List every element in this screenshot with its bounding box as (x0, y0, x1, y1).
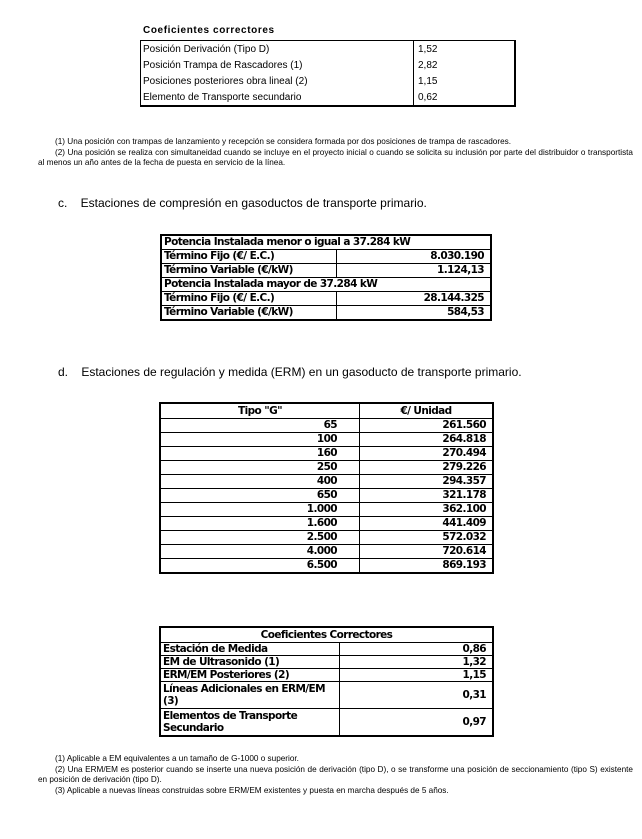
row-value: 0,86 (340, 643, 494, 656)
row-label: Posición Trampa de Rascadores (1) (141, 57, 414, 73)
table-row (160, 559, 493, 574)
type-cell: 1.600 (160, 517, 360, 531)
footnotes-1 (38, 137, 633, 169)
table-title: Coeficientes Correctores (260, 629, 393, 641)
table-row (161, 250, 491, 264)
compression-stations-table (160, 234, 492, 321)
row-value: 1,32 (340, 656, 494, 669)
value-cell: 362.100 (360, 503, 494, 517)
type-cell: 65 (160, 419, 360, 433)
table-row (160, 531, 493, 545)
value-cell: 321.178 (360, 489, 494, 503)
table-row (160, 433, 493, 447)
row-value: 1,52 (418, 43, 438, 55)
type-cell: 160 (160, 447, 360, 461)
row-value: 0,62 (418, 91, 438, 103)
type-cell: 650 (160, 489, 360, 503)
table-row (160, 489, 493, 503)
row-value: 1.124,13 (337, 264, 492, 278)
table-row (160, 503, 493, 517)
row-label: Término Fijo (€/ E.C.) (161, 250, 337, 264)
column-header-type: Tipo "G" (160, 403, 360, 419)
footnote: (1) Una posición con trampas de lanzamiento y recepción se considera formada por dos posiciones de trampa de rascadores. (55, 137, 512, 146)
section-c-heading: c. Estaciones de compresión en gasoductos de transporte primario. (58, 196, 427, 210)
row-label: Posiciones posteriores obra lineal (2) (141, 73, 414, 89)
table-row (161, 264, 491, 278)
value-cell: 869.193 (360, 559, 494, 574)
table-row (160, 669, 493, 682)
row-value: 8.030.190 (337, 250, 492, 264)
row-label: Término Fijo (€/ E.C.) (161, 292, 337, 306)
row-label: Elemento de Transporte secundario (141, 89, 414, 106)
value-cell: 441.409 (360, 517, 494, 531)
table-row (160, 656, 493, 669)
row-value: 2,82 (418, 59, 438, 71)
section-d-heading: d. Estaciones de regulación y medida (ERM) en un gasoducto de transporte primario. (58, 365, 522, 379)
footnote: (3) Aplicable a nuevas líneas construidas sobre ERM/EM existentes y puesta en marcha después de 5 años. (55, 785, 449, 795)
type-cell: 6.500 (160, 559, 360, 574)
row-label: Estación de Medida (160, 643, 340, 656)
table-row (160, 643, 493, 656)
row-label: ERM/EM Posteriores (2) (160, 669, 340, 682)
type-cell: 100 (160, 433, 360, 447)
type-cell: 250 (160, 461, 360, 475)
row-label: Elementos de Transporte Secundario (160, 709, 340, 737)
group-header: Potencia Instalada mayor de 37.284 kW (161, 278, 491, 292)
row-value: 584,53 (337, 306, 492, 321)
table-row (161, 292, 491, 306)
table-row (161, 278, 491, 292)
group-header: Potencia Instalada menor o igual a 37.284 kW (164, 236, 411, 248)
row-value: 0,31 (340, 682, 494, 709)
coefficients-table (140, 40, 516, 107)
row-value: 1,15 (340, 669, 494, 682)
value-cell: 279.226 (360, 461, 494, 475)
row-label: Posición Derivación (Tipo D) (141, 41, 414, 58)
table-row (161, 306, 491, 321)
row-label: Líneas Adicionales en ERM/EM (3) (160, 682, 340, 709)
table-row (160, 461, 493, 475)
table1-title: Coeficientes correctores (143, 25, 275, 36)
table-row (141, 89, 516, 106)
table-row (141, 57, 516, 73)
row-label: Término Variable (€/kW) (161, 264, 337, 278)
table-row (160, 517, 493, 531)
table-row (141, 41, 516, 58)
value-cell: 572.032 (360, 531, 494, 545)
table-row (160, 545, 493, 559)
footnote: (2) Una ERM/EM es posterior cuando se inserte una nueva posición de derivación (tipo D), o se transforme una posición de seccionamiento (tipo S) existente en posición de derivación (tipo D). (38, 764, 633, 784)
table-header-row (160, 627, 493, 643)
value-cell: 264.818 (360, 433, 494, 447)
erm-table (159, 402, 494, 574)
table-row (160, 419, 493, 433)
type-cell: 4.000 (160, 545, 360, 559)
value-cell: 720.614 (360, 545, 494, 559)
table-row (141, 73, 516, 89)
table-row (160, 475, 493, 489)
footnotes-2 (38, 754, 633, 796)
column-header-value: €/ Unidad (400, 405, 452, 417)
footnote: (2) Una posición se realiza con simultaneidad cuando se incluye en el proyecto inicial o cuando se solicita su inclusión por parte del distribuidor o transportista al menos un año antes de la fecha de puesta en servicio de la línea. (38, 147, 633, 167)
table-row (160, 682, 493, 709)
table-row (161, 235, 491, 250)
footnote: (1) Aplicable a EM equivalentes a un tamaño de G-1000 o superior. (55, 754, 299, 763)
value-cell: 261.560 (360, 419, 494, 433)
value-cell: 294.357 (360, 475, 494, 489)
table-row (160, 709, 493, 737)
row-value: 0,97 (340, 709, 494, 737)
value-cell: 270.494 (360, 447, 494, 461)
table-row (160, 447, 493, 461)
table-header-row (160, 403, 493, 419)
type-cell: 1.000 (160, 503, 360, 517)
row-value: 1,15 (418, 75, 438, 87)
erm-coefficients-table (159, 626, 494, 737)
type-cell: 2.500 (160, 531, 360, 545)
type-cell: 400 (160, 475, 360, 489)
row-label: EM de Ultrasonido (1) (160, 656, 340, 669)
row-value: 28.144.325 (337, 292, 492, 306)
row-label: Término Variable (€/kW) (161, 306, 337, 321)
